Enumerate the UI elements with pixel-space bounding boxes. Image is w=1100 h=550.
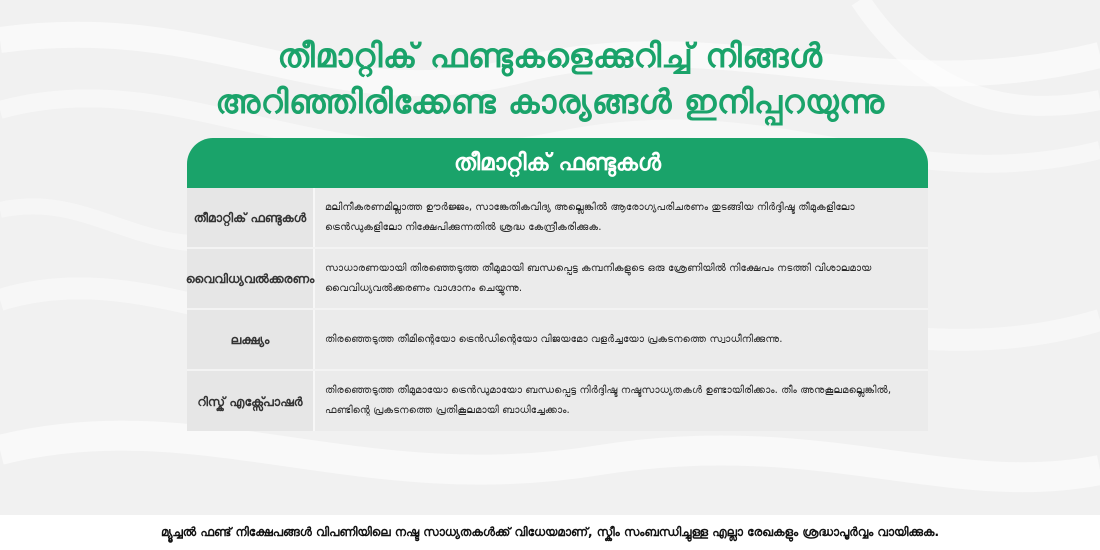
- page-title-line-1: തീമാറ്റിക് ഫണ്ടുകളെക്കുറിച്ച് നിങ്ങൾ: [277, 36, 823, 75]
- table-row: [187, 371, 928, 431]
- row-description-text: തിരഞ്ഞെടുത്ത തീമുമായോ ട്രെൻഡുമായോ ബന്ധപ്പെട്ട നിർദ്ദിഷ്ട നഷ്ടസാധ്യതകൾ ഉണ്ടായിരിക്കാം. തീം അനുകൂലമല്ലെങ്കിൽ, ഫണ്ടിന്റെ പ്രകടനത്തെ പ്രതികൂലമായി ബാധിച്ചേക്കാം.: [325, 385, 892, 416]
- row-description-text: സാധാരണയായി തിരഞ്ഞെടുത്ത തീമുമായി ബന്ധപ്പെട്ട കമ്പനികളുടെ ഒരു ശ്രേണിയിൽ നിക്ഷേപം നടത്തി വിശാലമായ വൈവിധ്യവൽക്കരണം വാഗ്ദാനം ചെയ്യുന്നു.: [325, 262, 872, 294]
- page-title-line-2: അറിഞ്ഞിരിക്കേണ്ട കാര്യങ്ങൾ ഇനിപ്പറയുന്നു: [215, 82, 885, 121]
- row-description: [315, 188, 928, 247]
- row-description: [315, 249, 928, 308]
- row-label: വൈവിധ്യവൽക്കരണം: [187, 249, 315, 308]
- row-label: ലക്ഷ്യം: [187, 310, 315, 369]
- row-label: തീമാറ്റിക് ഫണ്ടുകൾ: [187, 188, 315, 247]
- row-description: [315, 310, 928, 369]
- disclaimer-footer: മ്യൂച്ചൽ ഫണ്ട് നിക്ഷേപങ്ങൾ വിപണിയിലെ നഷ്ട സാധ്യതകൾക്ക് വിധേയമാണ്, സ്കീം സംബന്ധിച്ചുള്ള എല്ലാ രേഖകളും ശ്രദ്ധാപൂർവ്വം വായിക്കുക.: [0, 515, 1100, 550]
- table-row: [187, 310, 928, 371]
- table-row: [187, 249, 928, 310]
- table-header: തീമാറ്റിക് ഫണ്ടുകൾ: [187, 138, 928, 188]
- table-row: [187, 188, 928, 249]
- row-label: റിസ്ക് എക്സ്പോഷർ: [187, 371, 315, 431]
- row-description-text: മലിനീകരണമില്ലാത്ത ഊർജ്ജം, സാങ്കേതികവിദ്യ അല്ലെങ്കിൽ ആരോഗ്യപരിചരണം തുടങ്ങിയ നിർദ്ദിഷ്ട തീമുകളിലോ ട്രെൻഡുകളിലോ നിക്ഷേപിക്കുന്നതിൽ ശ്രദ്ധ കേന്ദ്രീകരിക്കുക.: [325, 201, 855, 233]
- thematic-funds-table: [187, 138, 928, 441]
- row-description-text: തിരഞ്ഞെടുത്ത തീമിന്റെയോ ട്രെൻഡിന്റെയോ വിജയമോ വളർച്ചയോ പ്രകടനത്തെ സ്വാധീനിക്കുന്നു.: [325, 333, 783, 345]
- row-description: [315, 371, 928, 431]
